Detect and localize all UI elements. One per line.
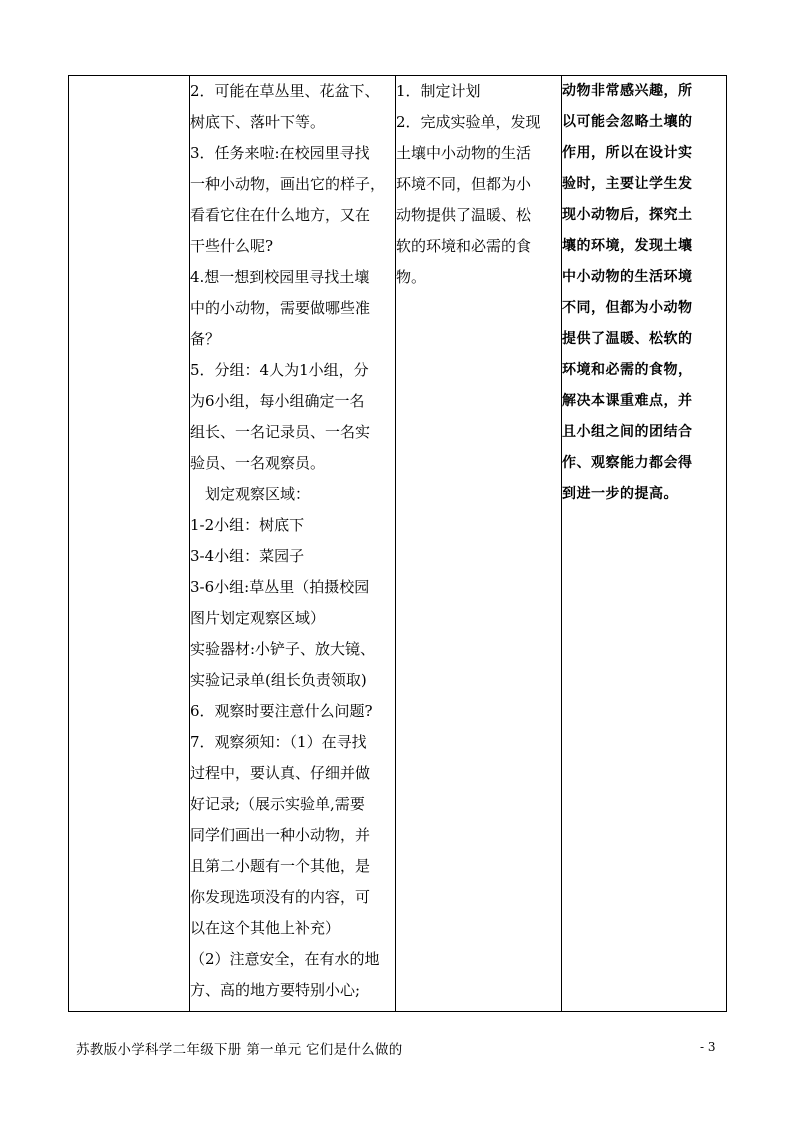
text-line: 一种小动物，画出它的样子，: [190, 175, 386, 193]
empty-section-cell: [69, 76, 190, 1012]
table-row: [69, 76, 727, 1012]
text-line: 1．制定计划: [396, 82, 481, 100]
text-line: 验时，主要让学生发: [562, 176, 693, 192]
text-line: 作用，所以在设计实: [562, 145, 693, 161]
text-line: 实验记录单(组长负责领取): [190, 671, 367, 689]
text-line: 过程中，要认真、仔细并做: [190, 764, 371, 782]
text-line: 作、观察能力都会得: [562, 455, 693, 471]
page-number: - 3: [700, 1040, 716, 1054]
text-line: 方、高的地方要特别小心;: [190, 981, 361, 999]
text-line: 中的小动物，需要做哪些准: [190, 299, 371, 317]
page-footer: 苏教版小学科学二年级下册 第一单元 它们是什么做的: [76, 1042, 403, 1058]
text-line: 干些什么呢?: [190, 237, 274, 255]
text-line: 为6小组，每小组确定一名: [190, 392, 365, 410]
text-line: 中小动物的生活环境: [562, 269, 693, 285]
design-intent-cell: [562, 76, 727, 1012]
student-activity-cell: [396, 76, 562, 1012]
text-line: 以可能会忽略土壤的: [562, 114, 693, 130]
text-line: 你发现选项没有的内容，可: [190, 888, 371, 906]
text-line: 且第二小题有一个其他，是: [190, 857, 371, 875]
text-line: 提供了温暖、松软的: [562, 331, 693, 347]
text-line: 壤的环境，发现土壤: [562, 238, 693, 254]
text-line: 以在这个其他上补充）: [190, 919, 341, 937]
teaching-steps-cell: [190, 76, 396, 1012]
text-line: 4.想一想到校园里寻找土壤: [190, 268, 370, 286]
text-line: 6．观察时要注意什么问题?: [190, 702, 373, 720]
text-line: 环境不同，但都为小: [396, 175, 532, 193]
text-line: 物。: [396, 268, 427, 286]
text-line: 图片划定观察区域）: [190, 609, 326, 627]
text-line: 好记录;（展示实验单,需要: [190, 795, 365, 813]
text-line: 到进一步的提高。: [562, 486, 678, 502]
text-line: 1-2小组：树底下: [190, 516, 305, 534]
text-line: 2．可能在草丛里、花盆下、: [190, 82, 380, 100]
text-line: 同学们画出一种小动物，并: [190, 826, 371, 844]
text-line: 组长、一名记录员、一名实: [190, 423, 371, 441]
text-line: 看看它住在什么地方，又在: [190, 206, 371, 224]
text-line: （2）注意安全，在有水的地: [190, 950, 380, 968]
text-line: 不同，但都为小动物: [562, 300, 693, 316]
text-line: 土壤中小动物的生活: [396, 144, 532, 162]
text-line: 树底下、落叶下等。: [190, 113, 326, 131]
text-line: 验员、一名观察员。: [190, 454, 326, 472]
text-line: 2．完成实验单，发现: [396, 113, 541, 131]
text-line: 软的环境和必需的食: [396, 237, 532, 255]
lesson-plan-table: [68, 75, 727, 1012]
text-line: 且小组之间的团结合: [562, 424, 693, 440]
text-line: 3-4小组：菜园子: [190, 547, 305, 565]
text-line: 7．观察须知：（1）在寻找: [190, 733, 367, 751]
text-line: 备？: [190, 330, 221, 348]
text-line: 5．分组：4人为1小组，分: [190, 361, 369, 379]
text-line: 3-6小组:草丛里（拍摄校园: [190, 578, 370, 596]
text-line: 现小动物后，探究土: [562, 207, 693, 223]
text-line: 环境和必需的食物，: [562, 362, 693, 378]
text-line: 动物非常感兴趣，所: [562, 83, 693, 99]
text-line: 实验器材:小铲子、放大镜、: [190, 640, 376, 658]
text-line: 划定观察区域：: [190, 485, 311, 503]
text-line: 3．任务来啦:在校园里寻找: [190, 144, 370, 162]
text-line: 解决本课重难点，并: [562, 393, 693, 409]
text-line: 动物提供了温暖、松: [396, 206, 532, 224]
